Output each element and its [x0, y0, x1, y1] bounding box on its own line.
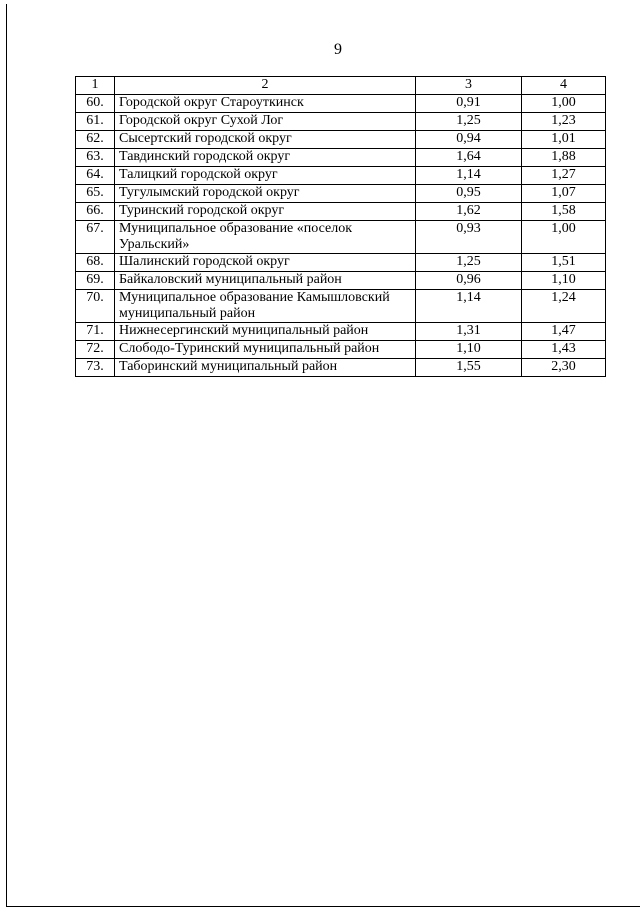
value-col-4: 1,01: [522, 131, 606, 149]
municipality-name: Нижнесергинский муниципальный район: [115, 323, 416, 341]
row-number: 70.: [76, 290, 115, 323]
table-row: [76, 185, 606, 203]
value-col-4: 1,88: [522, 149, 606, 167]
table-row: [76, 272, 606, 290]
municipality-name: Муниципальное образование Камышловский муниципальный район: [115, 290, 416, 323]
value-col-4: 1,24: [522, 290, 606, 323]
table-row: [76, 167, 606, 185]
municipality-name: Городской округ Староуткинск: [115, 95, 416, 113]
municipality-name: Талицкий городской округ: [115, 167, 416, 185]
municipality-name: Таборинский муниципальный район: [115, 359, 416, 377]
value-col-3: 1,25: [416, 254, 522, 272]
table-row: [76, 95, 606, 113]
table-row: [76, 149, 606, 167]
value-col-3: 1,64: [416, 149, 522, 167]
municipality-name: Слободо-Туринский муниципальный район: [115, 341, 416, 359]
municipality-name: Шалинский городской округ: [115, 254, 416, 272]
value-col-4: 1,51: [522, 254, 606, 272]
row-number: 63.: [76, 149, 115, 167]
header-cell-2: 2: [115, 77, 416, 95]
value-col-4: 1,47: [522, 323, 606, 341]
row-number: 72.: [76, 341, 115, 359]
table-row: [76, 203, 606, 221]
value-col-3: 0,95: [416, 185, 522, 203]
value-col-3: 1,10: [416, 341, 522, 359]
table-row: [76, 359, 606, 377]
value-col-3: 0,96: [416, 272, 522, 290]
data-table: [75, 76, 606, 377]
table-row: [76, 131, 606, 149]
table-row: [76, 221, 606, 254]
municipality-name: Муниципальное образование «поселок Уральский»: [115, 221, 416, 254]
value-col-3: 0,91: [416, 95, 522, 113]
row-number: 68.: [76, 254, 115, 272]
municipality-name: Байкаловский муниципальный район: [115, 272, 416, 290]
row-number: 62.: [76, 131, 115, 149]
row-number: 66.: [76, 203, 115, 221]
value-col-4: 1,07: [522, 185, 606, 203]
table-row: [76, 290, 606, 323]
row-number: 60.: [76, 95, 115, 113]
municipality-name: Тугулымский городской округ: [115, 185, 416, 203]
table-row: [76, 113, 606, 131]
value-col-4: 1,23: [522, 113, 606, 131]
row-number: 71.: [76, 323, 115, 341]
value-col-4: 1,43: [522, 341, 606, 359]
value-col-4: 2,30: [522, 359, 606, 377]
municipality-name: Сысертский городской округ: [115, 131, 416, 149]
header-cell-4: 4: [522, 77, 606, 95]
value-col-4: 1,10: [522, 272, 606, 290]
municipality-name: Городской округ Сухой Лог: [115, 113, 416, 131]
value-col-4: 1,27: [522, 167, 606, 185]
value-col-4: 1,58: [522, 203, 606, 221]
value-col-3: 1,55: [416, 359, 522, 377]
value-col-3: 1,14: [416, 290, 522, 323]
value-col-3: 1,14: [416, 167, 522, 185]
page-number: 9: [334, 41, 342, 58]
table-row: [76, 254, 606, 272]
row-number: 73.: [76, 359, 115, 377]
row-number: 61.: [76, 113, 115, 131]
table-header-row: [76, 77, 606, 95]
header-cell-1: 1: [76, 77, 115, 95]
value-col-3: 1,31: [416, 323, 522, 341]
row-number: 67.: [76, 221, 115, 254]
value-col-3: 0,93: [416, 221, 522, 254]
value-col-3: 1,62: [416, 203, 522, 221]
table-row: [76, 323, 606, 341]
municipality-name: Тавдинский городской округ: [115, 149, 416, 167]
table-body: [76, 77, 606, 377]
header-cell-3: 3: [416, 77, 522, 95]
row-number: 69.: [76, 272, 115, 290]
municipality-name: Туринский городской округ: [115, 203, 416, 221]
table-row: [76, 341, 606, 359]
value-col-3: 0,94: [416, 131, 522, 149]
value-col-3: 1,25: [416, 113, 522, 131]
row-number: 65.: [76, 185, 115, 203]
row-number: 64.: [76, 167, 115, 185]
value-col-4: 1,00: [522, 95, 606, 113]
value-col-4: 1,00: [522, 221, 606, 254]
